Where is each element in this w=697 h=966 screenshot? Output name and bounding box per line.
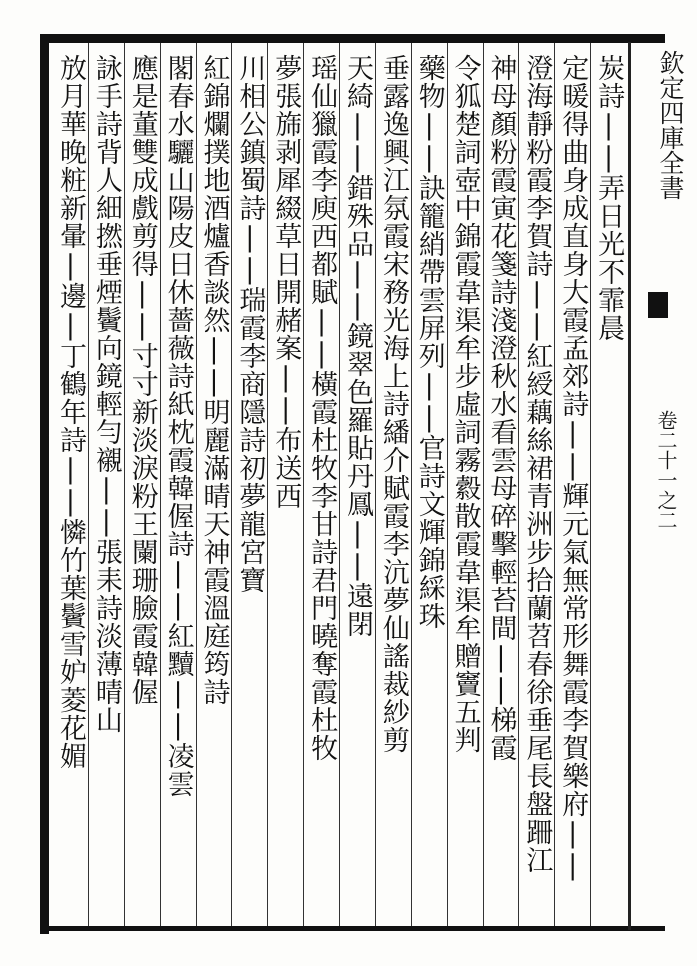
text-column: 澄海靜粉霞李賀詩||紅綬藕絲裙青洲步拾蘭苕春徐垂尾長盤跚江 — [521, 54, 553, 874]
column-rule — [411, 43, 412, 926]
column-rule — [518, 43, 519, 926]
column-rule — [590, 43, 591, 926]
text-column: 定暖得曲身成直身大霞孟郊詩||輝元氣無常形舞霞李賀樂府|| — [557, 54, 589, 882]
text-column: 神母顏粉霞寅花箋詩淺澄秋水看雲母碎擊輕苔間||梯霞 — [485, 54, 517, 762]
text-column: 閣春水驪山陽皮日休薔薇詩紙枕霞韓偓詩||紅黷||凌雲 — [162, 54, 194, 798]
text-column: 藥物||訣籠綃帶雲屏列||官詩文輝錦綵珠 — [413, 54, 445, 630]
column-rule — [160, 43, 161, 926]
page-gutter — [640, 50, 690, 930]
text-column: 垂露逸興江氛霞宋務光海上詩繙介賦霞李沆夢仙謠裁紗剪 — [377, 54, 409, 754]
text-column: 炭詩||弄日光不霏晨 — [593, 54, 625, 342]
text-column: 川相公鎮蜀詩||瑞霞李商隱詩初夢龍宮寶 — [234, 54, 266, 594]
column-rule — [88, 43, 89, 926]
text-column: 應是董雙成戲剪得||寸寸新淡淚粉王闌珊臉霞韓偓 — [126, 54, 158, 706]
column-rule — [447, 43, 448, 926]
column-rule — [303, 43, 304, 926]
column-rule — [124, 43, 125, 926]
volume-label: 卷二十一之二 — [654, 410, 678, 530]
text-column: 紅錦爛撲地酒爐香談然||明麗滿晴天神霞溫庭筠詩 — [198, 54, 230, 706]
column-rule — [231, 43, 232, 926]
column-rule — [267, 43, 268, 926]
book-title: 欽定四庫全書 — [656, 50, 685, 200]
text-column: 令狐楚詞壺中錦霞韋渠牟步虛詞霧縠散霞韋渠牟贈竇五判 — [449, 54, 481, 754]
frame-bottom-border — [40, 926, 665, 931]
text-column: 天綺||錯殊品||鏡翠色羅貼丹鳳||遠閉 — [341, 54, 373, 638]
column-rule — [554, 43, 555, 926]
column-rule — [483, 43, 484, 926]
column-rule — [339, 43, 340, 926]
text-column: 夢張旆剥犀綴草日開赭案||布送西 — [270, 54, 302, 510]
text-column: 瑶仙獵霞李庾西都賦||橫霞杜牧李甘詩君門曉奪霞杜牧 — [306, 54, 338, 762]
text-column: 詠手詩背人細撚垂煙鬢向鏡輕勻襯||張耒詩淡薄晴山 — [90, 54, 122, 734]
text-column: 放月華晚粧新暈|邊|丁鶴年詩||憐竹葉鬢雪妒菱花媚 — [54, 54, 86, 770]
frame-right-border — [628, 42, 631, 930]
column-rule — [375, 43, 376, 926]
frame-top-border — [40, 34, 665, 43]
column-rule — [196, 43, 197, 926]
frame-left-border — [40, 34, 49, 934]
